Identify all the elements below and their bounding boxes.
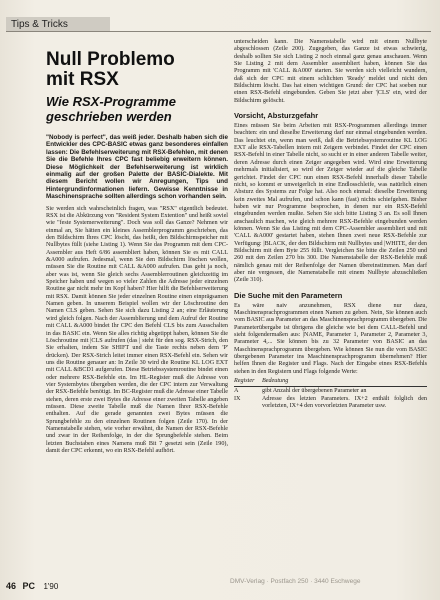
title-line-1: Null Problemo	[46, 49, 175, 70]
article-subtitle	[46, 94, 226, 124]
title-line-2: mit RSX	[46, 69, 119, 90]
table-cell-register: IX	[234, 395, 241, 402]
body-paragraph: Sie werden sich wahrscheinlich fragen, was "RSX" eigentlich bedeutet. RSX ist die Abkürzung von "Resident System Extention" und heißt soviel wie "feste Systemerweiterung". Doch was soll das Ganze? Nehmen wir einmal an, Sie hätten ein kleines Assemblerprogramm geschrieben, das den Bildschirm Ihres CPC löscht, das heißt, den Bildschirmspeicher mit Nullbytes füllt (siehe Listing 1). Wenn Sie das Programm mit dem CPC-Assembler aus Heft 6/86 assembliert haben, können Sie es mit CALL &A000 aufrufen. Jedesmal, wenn Sie den Bildschirm löschen wollen, müssen Sie die Routine mit CALL &A000 aufrufen. Das geht ja noch, aber was ist, wenn Sie gleich sechs Assemblerroutinen gleichzeitig im Speicher haben und wegen so vieler Zahlen die Adresse jeder einzelnen Routine gar nicht mehr im Kopf haben? Hier hilft die Befehlserweiterung mit RSX. Damit können Sie jeder einzelnen Routine einen einprägsamen Namen geben. In unserem Beispiel wollen wir der Löschroutine den Namen CLS geben. Sehen Sie sich dazu Listing 2 an; eine Erläuterung wird gleich folgen. Nach der Assemblierung und dem Aufruf der Routine mit CALL &A000 bindet Ihr CPC den Befehl CLS bis zum Ausschalten in das BASIC ein. Wenn Sie alles richtig abgetippt haben, können Sie die Löschroutine mit |CLS aufrufen (das | steht für den sog. RSX-Strich, den Sie erhalten, indem Sie SHIFT und die Taste rechts neben dem 'P' drücken). Der RSX-Strich leitet immer einen RSX-Befehl ein. Sehen wir uns die Routine genauer an: In Zeile 30 wird die Routine KL LOG EXT mit CALL &BCD1 aufgerufen. Diese Betriebssystemroutine bindet einen oder mehrere RSX-Befehle ein. Im HL-Register muß die Adresse von vier Systembytes übergeben werden, die der CPC intern zur Verwaltung der RSX-Befehle benötigt. Im BC-Register muß die Adresse einer Tabelle stehen, deren erste zwei Bytes die Adresse einer zweiten Tabelle angeben müssen. Diese zweite Tabelle muß die Namen Ihrer RSX-Befehle enthalten. Auf die gerade genannten zwei Bytes müssen die Sprungbefehle zu den einzelnen Routinen folgen (Zeile 170). In der Namenstabelle stehen, wie vorher erwähnt, die Namen der RSX-Befehle und zwar in der Reihenfolge, in der die Sprungbefehle stehen. Beim letzten Buchstaben eines Namens muß Bit 7 gesetzt sein (Zeile 190), damit der CPC erkennt, wo ein RSX-Befehl aufhört.	[46, 205, 228, 454]
table-cell-register: A	[234, 388, 239, 395]
body-paragraph: unterscheiden kann. Die Namenstabelle wird mit einem Nullbyte abgeschlossen (Zeile 200). Zugegeben, das Ganze ist etwas schwierig, deshalb sollten Sie sich Listing 2 noch einmal ganz genau anschauen. Wenn Sie Listing 2 mit dem Assembler assembliert haben, können Sie das Programm mit 'CALL &A000' starten. Sie werden sich vielleicht wundern, daß sich der CPC mit einem schlichten 'Ready' meldet und nicht den Bildschirm löscht. Das hat einen wichtigen Grund: der CPC hat soeben nur einen RSX-Befehl eingebunden. Geben Sie jetzt aber '|CLS' ein, wird der Bildschirm gelöscht.	[234, 39, 427, 104]
body-paragraph: Eines müssen Sie beim Arbeiten mit RSX-Programmen allerdings immer beachten: ein und dieselbe Erweiterung darf nur einmal eingebunden werden. Das leuchtet ein, wenn man weiß, daß die Betriebssystemroutine KL LOG EXT alle RSX-Tabellen intern mit Zeigern verbindet. Findet der CPC einen RSX-Befehl in einer Tabelle nicht, so sucht er in einer anderen Tabelle weiter, deren Adresse durch einen Zeiger angegeben wird. Wird eine Erweiterung mehrmals initialisiert, so wird der Zeiger wieder auf die gleiche Tabelle gerichtet. Findet der CPC nun einen RSX-Befehl innerhalb dieser Tabelle nicht, so kommt er unweigerlich in eine Endlosschleife, was natürlich einen Absturz des Systems zur Folge hat. Also noch einmal: dieselbe Erweiterung kein zweites Mal aufrufen, und schon kann (fast) nichts schiefgehen. Bisher haben wir nur Programme besprochen, in denen nur ein RSX-Befehl eingebunden werden mußte. Sehen Sie sich bitte Listing 3 an. Es soll Ihnen anschaulich machen, wie gleich mehrere RSX-Befehle eingebunden werden können. Wenn Sie das Listing mit dem CPC-Assembler assembliert und mit 'CALL &A000' gestartet haben, stehen Ihnen zwei neue RSX-Befehle zur Verfügung: |BLACK, der den Bildschirm mit Nullbytes und |WHITE, der den Bildschirm mit dem Byte 255 füllt. Vergleichen Sie bitte die Zeilen 250 und 260 mit den Zeilen 270 bis 300. Die Namenstabelle der RSX-Befehle muß nämlich genau mit der Reihenfolge der Namen übereinstimmen. Man darf aber nie vergessen, die Namenstabelle mit einem Nullbyte abzuschließen (Zeile 310).	[234, 123, 427, 284]
subheading: Vorsicht, Absturzgefahr	[234, 111, 319, 121]
body-paragraph: Es wäre naiv anzunehmen, RSX diene nur dazu, Maschinensprachprogrammen einen Namen zu geben. Nein, Sie können auch vom BASIC aus Parameter an das Maschinensprachprogramm übergeben. Die Parameterübergabe ist übrigens die gleiche wie bei dem CALL-Befehl und sieht folgendermaßen aus: |NAME, Parameter 1, Parameter 2, Parameter 3, Parameter 4,... Sie können bis zu 32 Parameter von BASIC an das Maschinensprachprogramm übergeben. Wie können Sie nun die vom BASIC übergebenen Parameter ins Maschinensprachprogramm übernehmen? Hier helfen Ihnen die Register und Flags. Nach der Eingabe eines RSX-Befehls stehen in den Registern und Flags folgende Werte:	[234, 302, 427, 375]
subtitle-line-1: Wie RSX-Programme	[46, 94, 176, 109]
magazine-name: PC	[22, 581, 35, 591]
table-cell-meaning: gibt Anzahl der übergebenen Parameter an	[262, 388, 367, 395]
right-column	[234, 39, 427, 410]
top-rule	[6, 31, 431, 32]
section-label: Tips & Tricks	[6, 17, 110, 32]
article-title	[46, 50, 226, 90]
table-row	[234, 388, 427, 395]
footer-publisher: DMV-Verlag · Postfach 250 · 3440 Eschwege	[230, 578, 361, 585]
register-table	[234, 378, 427, 410]
table-row	[234, 396, 427, 411]
table-header-register: Register	[234, 378, 255, 385]
lead-paragraph: "Nobody is perfect", das weiß jeder. Deshalb haben sich die Entwickler des CPC-BASIC etwas ganz besonderes einfallen lassen: Die Befehlserweiterung mit RSX-Befehlen, mit denen Sie die Befehle Ihres CPC fast beliebig erweitern können. Diese Möglichkeit der Befehlserweiterung ist wirklich einmalig auf der großen Palette der BASIC-Dialekte. Mit diesem Bericht wollen wir Anregungen, Tips und Hintergrundinformationen liefern. Gewisse Kenntnisse in Maschinensprache sollten allerdings schon vorhanden sein.	[46, 134, 228, 201]
page-footer	[6, 576, 58, 594]
table-header-meaning: Bedeutung	[262, 378, 289, 385]
subtitle-line-2: geschrieben werden	[46, 109, 172, 124]
subheading: Die Suche mit den Parametern	[234, 290, 343, 300]
page-number: 46	[6, 581, 17, 591]
table-header	[234, 378, 427, 387]
issue-label: 1'90	[43, 582, 59, 591]
left-column	[46, 134, 228, 455]
table-cell-meaning: Adresse des letzten Parameters. IX+2 enthält folglich den vorletzten, IX+4 den vorvorletzten Parameter usw.	[262, 395, 427, 410]
